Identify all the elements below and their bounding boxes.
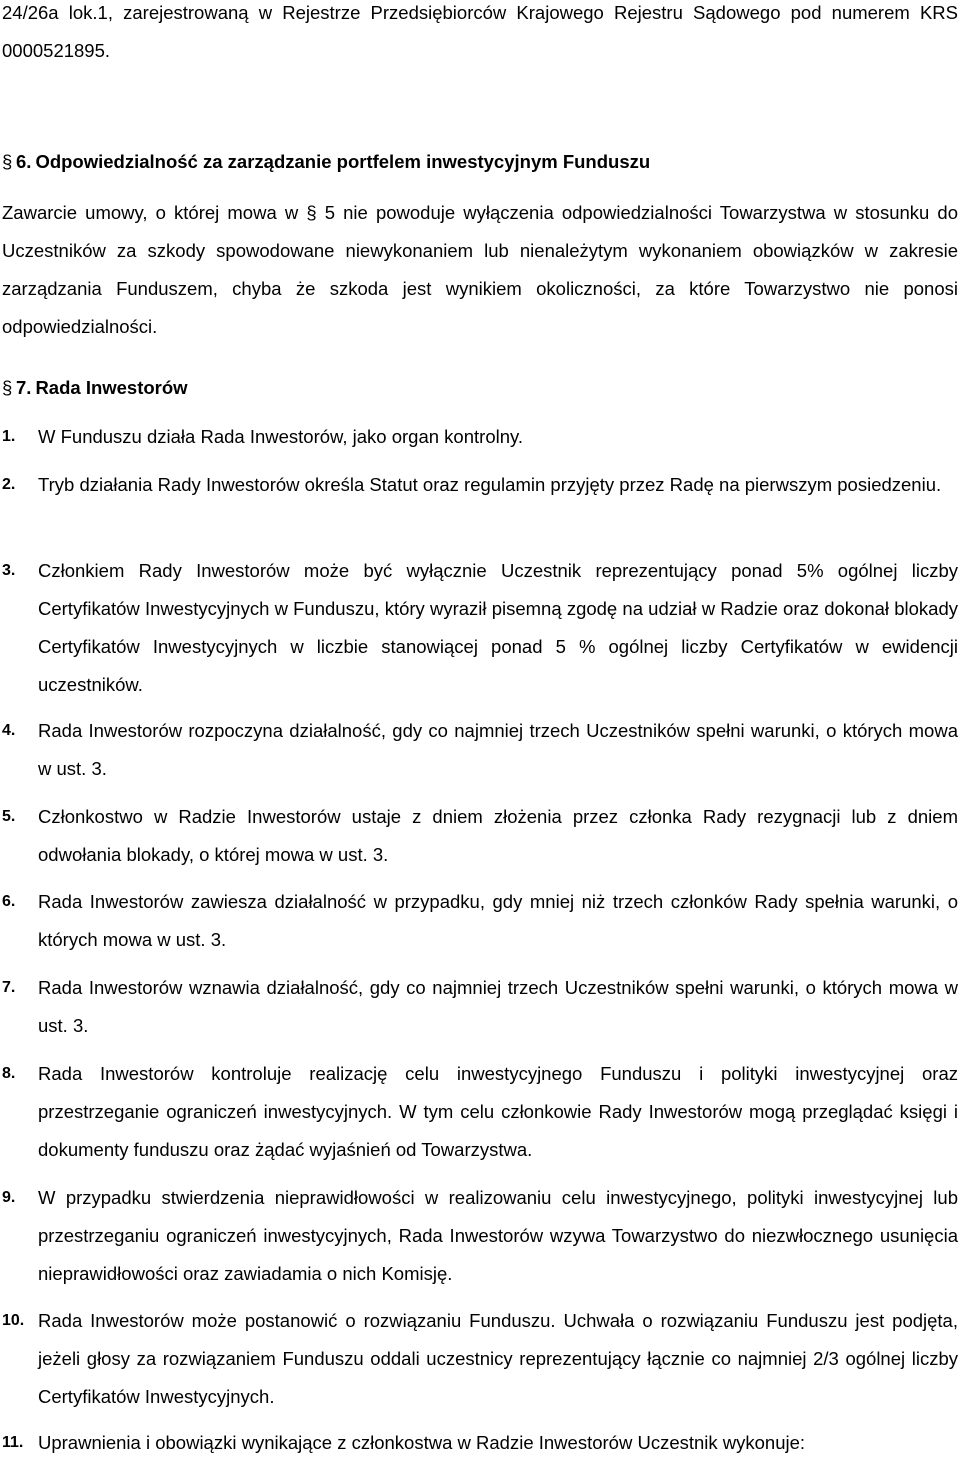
item-number: 3.	[2, 562, 16, 579]
item-number: 2.	[2, 476, 16, 493]
item-text: W przypadku stwierdzenia nieprawidłowości w realizowaniu celu inwestycyjnego, polityki inwestycyjnej lub przestrzeganiu ograniczeń inwestycyjnych, Rada Inwestorów wzywa Towarzystwo do niezwłocznego usunięcia nieprawidłowości oraz zawiadamia o nich Komisję.	[38, 1187, 958, 1284]
item-text: Rada Inwestorów zawiesza działalność w przypadku, gdy mniej niż trzech członków Rady spełnia warunki, o których mowa w ust. 3.	[38, 891, 958, 950]
item-text: Członkiem Rady Inwestorów może być wyłącznie Uczestnik reprezentujący ponad 5% ogólnej liczby Certyfikatów Inwestycyjnych w Funduszu, który wyraził pisemną zgodę na udział w Radzie oraz dokonał blokady Certyfikatów Inwestycyjnych w liczbie stanowiącej ponad 5 % ogólnej liczby Certyfikatów w ewidencji uczestników.	[38, 560, 958, 695]
item-number: 1.	[2, 428, 16, 445]
item-number: 11.	[2, 1434, 24, 1451]
section-title: Odpowiedzialność za zarządzanie portfelem inwestycyjnym Funduszu	[35, 151, 651, 172]
section-title: Rada Inwestorów	[35, 377, 188, 398]
intro-paragraph: 24/26a lok.1, zarejestrowaną w Rejestrze Przedsiębiorców Krajowego Rejestru Sądowego pod numerem KRS 0000521895.	[2, 2, 958, 61]
item-number: 5.	[2, 808, 16, 825]
item-number: 7.	[2, 979, 16, 996]
section-number: 6.	[16, 151, 32, 172]
item-text: Uprawnienia i obowiązki wynikające z członkostwa w Radzie Inwestorów Uczestnik wykonuje:	[38, 1432, 806, 1453]
item-text: Rada Inwestorów wznawia działalność, gdy co najmniej trzech Uczestników spełni warunki, o których mowa w ust. 3.	[38, 977, 958, 1036]
item-number: 9.	[2, 1189, 16, 1206]
item-number: 10.	[2, 1312, 25, 1329]
item-text: W Funduszu działa Rada Inwestorów, jako organ kontrolny.	[38, 426, 524, 447]
item-text: Rada Inwestorów może postanowić o rozwiązaniu Funduszu. Uchwała o rozwiązaniu Funduszu jest podjęta, jeżeli głosy za rozwiązaniem Funduszu oddali uczestnicy reprezentujący łącznie co najmniej 2/3 ogólnej liczby Certyfikatów Inwestycyjnych.	[38, 1310, 958, 1407]
item-text: Tryb działania Rady Inwestorów określa Statut oraz regulamin przyjęty przez Radę na pierwszym posiedzeniu.	[38, 474, 942, 495]
item-number: 4.	[2, 722, 16, 739]
section-7-heading	[2, 376, 958, 400]
section-6-heading	[2, 150, 958, 174]
section-symbol: §	[2, 151, 13, 172]
item-text: Członkostwo w Radzie Inwestorów ustaje z dniem złożenia przez członka Rady rezygnacji lub z dniem odwołania blokady, o której mowa w ust. 3.	[38, 806, 958, 865]
item-number: 8.	[2, 1065, 16, 1082]
item-text: Rada Inwestorów kontroluje realizację celu inwestycyjnego Funduszu i polityki inwestycyjnej oraz przestrzeganie ograniczeń inwestycyjnych. W tym celu członkowie Rady Inwestorów mogą przeglądać księgi i dokumenty funduszu oraz żądać wyjaśnień od Towarzystwa.	[38, 1063, 958, 1160]
section-number: 7.	[16, 377, 32, 398]
section-6-body: Zawarcie umowy, o której mowa w § 5 nie powoduje wyłączenia odpowiedzialności Towarzystwa w stosunku do Uczestników za szkody spowodowane niewykonaniem lub nienależytym wykonaniem obowiązków w zakresie zarządzania Funduszem, chyba że szkoda jest wynikiem okoliczności, za które Towarzystwo nie ponosi odpowiedzialności.	[2, 202, 958, 337]
section-symbol: §	[2, 377, 13, 398]
item-number: 6.	[2, 893, 16, 910]
item-text: Rada Inwestorów rozpoczyna działalność, gdy co najmniej trzech Uczestników spełni warunki, o których mowa w ust. 3.	[38, 720, 958, 779]
